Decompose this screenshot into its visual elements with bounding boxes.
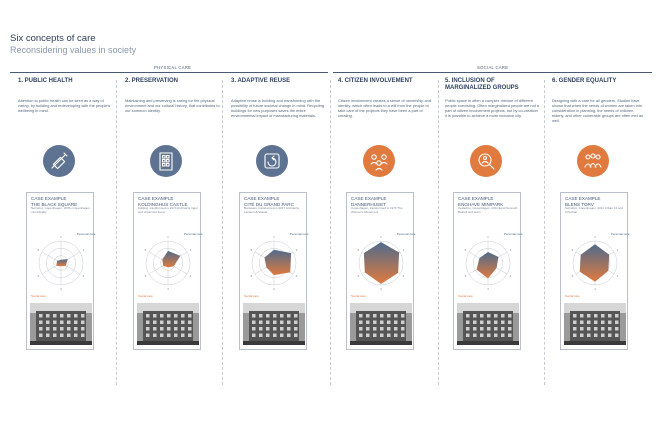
case-example-label: CASE EXAMPLE [31, 196, 67, 201]
case-example-card [26, 192, 94, 350]
radar-bottom-label: Social care [138, 294, 153, 298]
radar-top-label: Personal care [184, 232, 203, 236]
social-care-line [333, 72, 652, 73]
gender-icon [577, 145, 609, 177]
radar-axis-label: 5 [144, 274, 147, 278]
case-example-photo [457, 303, 519, 345]
radar-axis-label: 6 [144, 248, 147, 252]
concept-column [125, 76, 220, 132]
case-example-photo [350, 303, 412, 345]
radar-axis-label: 2 [616, 248, 619, 252]
radar-top-label: Personal care [397, 232, 416, 236]
physical-care-label: PHYSICAL CARE [154, 65, 192, 70]
case-example-label: CASE EXAMPLE [458, 196, 494, 201]
case-example-photo [30, 303, 92, 345]
case-example-details: Nørrebro, Copenhagen, 2011 Urban 13 and COurban [565, 206, 623, 214]
radar-axis-label: 5 [571, 274, 574, 278]
case-example-photo [137, 303, 199, 345]
radar-axis-label: 2 [295, 248, 298, 252]
case-example-name: CITÉ DU GRAND PARC [244, 201, 294, 207]
radar-axis-label: 1 [167, 235, 169, 239]
concept-description: Maintaining and preserving is caring for the physical environment and our cultural history, that contributes to our common identity. [125, 98, 220, 113]
radar-axis-label: 4 [273, 287, 275, 291]
radar-axis-label: 6 [250, 248, 253, 252]
radar-axis-label: 2 [402, 248, 405, 252]
people-icon [363, 145, 395, 177]
care-radar-chart [29, 225, 96, 301]
column-divider [544, 80, 545, 385]
case-example-details: Kolding, transformed in 1970 Architects Inger and Johannes Exner [138, 206, 198, 214]
concept-description: Designing with a care for all genders. Studies have shown that when the needs of women are taken into consideration in planning, the needs of children, elderly, and other vulnerable groups are often met as well. [552, 98, 643, 123]
radar-axis-label: 5 [464, 274, 467, 278]
concept-title: 1. PUBLIC HEALTH [18, 78, 73, 84]
radar-axis-label: 1 [273, 235, 275, 239]
care-radar-chart [456, 225, 523, 301]
radar-axis-label: 5 [250, 274, 253, 278]
concept-title: 3. ADAPTIVE REUSE [231, 78, 291, 84]
radar-axis-label: 4 [60, 287, 62, 291]
column-divider [330, 80, 331, 385]
radar-axis-label: 4 [487, 287, 489, 291]
radar-value-shape [580, 244, 610, 281]
column-divider [116, 80, 117, 385]
radar-axis-label: 1 [380, 235, 382, 239]
case-example-details: Copenhagen, transformed in 1979 The Women's Movement [351, 206, 403, 214]
case-example-name: ENGHAVE MINIPARK [458, 201, 504, 207]
radar-value-shape [162, 251, 180, 268]
radar-axis-label: 2 [82, 248, 85, 252]
radar-bottom-label: Social care [351, 294, 366, 298]
radar-axis-label: 3 [616, 274, 619, 278]
case-example-name: KOLDINGHUS CASTLE [138, 201, 188, 207]
injection-icon [43, 145, 75, 177]
case-example-card [346, 192, 414, 350]
column-divider [438, 80, 439, 385]
case-example-details: Bordeaux, transformed in 2017 Architects Lacaton & Vassal [244, 206, 300, 214]
concept-description: Citizen involvement creates a sense of ownership and identity, which often leads to a will from the people to take care of the projects they have been a part of creating. [338, 98, 431, 118]
page-subtitle: Reconsidering values in society [10, 45, 137, 55]
social-care-label: SOCIAL CARE [477, 65, 509, 70]
radar-axis-label: 3 [82, 274, 85, 278]
physical-care-line [10, 72, 328, 73]
radar-bottom-label: Social care [565, 294, 580, 298]
concept-column [338, 76, 433, 132]
care-radar-chart [136, 225, 203, 301]
page-title: Six concepts of care [10, 33, 96, 44]
column-divider [222, 80, 223, 385]
case-example-card [133, 192, 201, 350]
case-example-card [239, 192, 307, 350]
radar-value-shape [477, 252, 499, 278]
radar-axis-label: 3 [509, 274, 512, 278]
radar-axis-label: 5 [357, 274, 360, 278]
concept-title: 4. CITIZEN INVOLVEMENT [338, 78, 413, 84]
radar-axis-label: 6 [571, 248, 574, 252]
radar-value-shape [56, 259, 67, 266]
radar-axis-label: 2 [189, 248, 192, 252]
radar-axis-label: 1 [60, 235, 62, 239]
case-example-card [560, 192, 628, 350]
radar-axis-label: 1 [594, 235, 596, 239]
radar-axis-label: 3 [189, 274, 192, 278]
radar-top-label: Personal care [290, 232, 309, 236]
case-example-photo [243, 303, 305, 345]
case-example-label: CASE EXAMPLE [138, 196, 174, 201]
radar-top-label: Personal care [611, 232, 630, 236]
radar-top-label: Personal care [77, 232, 96, 236]
care-radar-chart [349, 225, 416, 301]
radar-axis-label: 3 [402, 274, 405, 278]
concept-description: Attention to public health can be seen as a way of caring, by building and redeveloping with the people's wellbeing in mind. [18, 98, 111, 113]
radar-axis-label: 6 [464, 248, 467, 252]
radar-bottom-label: Social care [458, 294, 473, 298]
radar-top-label: Personal care [504, 232, 523, 236]
case-example-label: CASE EXAMPLE [244, 196, 280, 201]
radar-axis-label: 6 [37, 248, 40, 252]
concept-column [552, 76, 647, 132]
care-radar-chart [563, 225, 630, 301]
case-example-photo [564, 303, 626, 345]
radar-axis-label: 4 [380, 287, 382, 291]
radar-axis-label: 5 [37, 274, 40, 278]
case-example-card [453, 192, 521, 350]
inclusion-icon [470, 145, 502, 177]
concept-description: Adaptive reuse is building and transforming with the possibility of future societal change in mind. Recycling buildings for new purposes saves the entire environmental impact of manufacturing materials. [231, 98, 324, 118]
concept-description: Public space is often a complex mixture of different people coexisting. Often marginalized people are not a part of citizen involvement projects, but by co-creation it is possible to achieve a more inclusive city. [445, 98, 540, 118]
concept-column [18, 76, 113, 132]
concept-column [445, 76, 540, 132]
concept-title: 6. GENDER EQUALITY [552, 78, 617, 84]
radar-bottom-label: Social care [244, 294, 259, 298]
case-example-details: Vesterbro, Copenhagen, 2011 Emsl Kenneth Bethell and team [458, 206, 518, 214]
radar-axis-label: 4 [167, 287, 169, 291]
radar-axis-label: 2 [509, 248, 512, 252]
case-example-name: DANNERHUSET [351, 201, 386, 207]
radar-value-shape [264, 250, 291, 275]
care-radar-chart [242, 225, 309, 301]
case-example-label: CASE EXAMPLE [565, 196, 601, 201]
case-example-details: Nørrebro, Copenhagen, 1970s Copenhagen municipality [31, 206, 90, 214]
building-icon [150, 145, 182, 177]
case-example-name: THE BLACK SQUARE [31, 201, 78, 207]
radar-axis-label: 1 [487, 235, 489, 239]
radar-axis-label: 6 [357, 248, 360, 252]
case-example-name: BLENS TORV [565, 201, 594, 207]
concept-column [231, 76, 326, 132]
concept-title: 5. INCLUSION OF MARGINALIZED GROUPS [445, 78, 519, 91]
recycle-icon [256, 145, 288, 177]
radar-axis-label: 4 [594, 287, 596, 291]
radar-axis-label: 3 [295, 274, 298, 278]
concept-title: 2. PRESERVATION [125, 78, 179, 84]
case-example-label: CASE EXAMPLE [351, 196, 387, 201]
radar-bottom-label: Social care [31, 294, 46, 298]
radar-value-shape [364, 242, 399, 284]
